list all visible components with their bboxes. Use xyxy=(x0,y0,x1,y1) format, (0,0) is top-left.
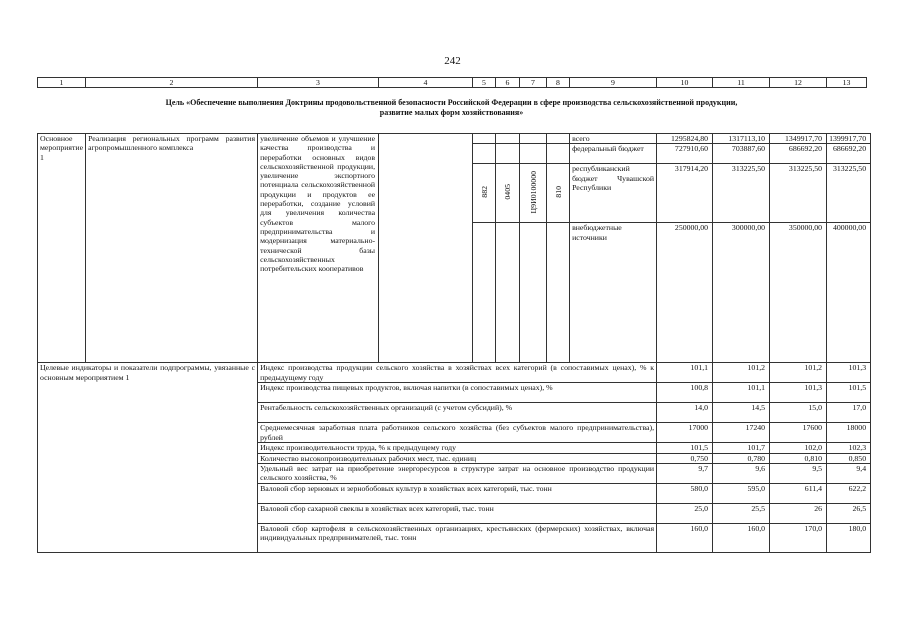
header-col-5: 5 xyxy=(473,78,496,88)
header-col-8: 8 xyxy=(547,78,570,88)
funding-value: 686692,20 xyxy=(827,144,871,164)
goal-line-1: Цель «Обеспечение выполнения Доктрины продовольственной безопасности Российской Федерации в сфере производства сельскохозяйственной продукции, xyxy=(165,98,738,107)
indicator-value: 101,3 xyxy=(770,383,827,403)
code-rzpr-top xyxy=(496,134,520,144)
indicator-value: 101,2 xyxy=(770,363,827,383)
indicator-name: Индекс производства продукции сельского хозяйства в хозяйствах всех категорий (в сопоставимых ценах), % к предыдущему году xyxy=(258,363,657,383)
code-csr-fed xyxy=(520,144,547,164)
header-col-10: 10 xyxy=(657,78,713,88)
funding-source: республиканский бюджет Чувашской Республики xyxy=(570,164,657,223)
indicator-name: Рентабельность сельскохозяйственных организаций (с учетом субсидий), % xyxy=(258,403,657,423)
indicator-value: 100,8 xyxy=(657,383,713,403)
event-type: Основное мероприятие 1 xyxy=(38,134,86,363)
indicator-value: 9,7 xyxy=(657,463,713,483)
indicator-value: 102,3 xyxy=(827,443,871,453)
code-rzpr xyxy=(496,164,520,223)
indicator-value: 160,0 xyxy=(657,523,713,552)
header-col-12: 12 xyxy=(770,78,827,88)
code-grbs-top xyxy=(473,134,496,144)
code-grbs-fed xyxy=(473,144,496,164)
code-csr xyxy=(520,164,547,223)
funding-value: 1349917,70 xyxy=(770,134,827,144)
header-col-2: 2 xyxy=(86,78,258,88)
indicator-value: 101,1 xyxy=(713,383,770,403)
code-csr-text: Ц9И0100000 xyxy=(528,170,538,214)
column-number-header xyxy=(37,77,867,88)
indicator-value: 180,0 xyxy=(827,523,871,552)
funding-value: 313225,50 xyxy=(713,164,770,223)
code-rzpr-fed xyxy=(496,144,520,164)
header-row xyxy=(38,78,867,88)
indicator-value: 595,0 xyxy=(713,483,770,503)
funding-value: 727910,60 xyxy=(657,144,713,164)
indicators-label: Целевые индикаторы и показатели подпрограммы, увязанные с основным мероприятием 1 xyxy=(38,363,258,553)
indicator-value: 25,5 xyxy=(713,503,770,523)
indicator-value: 101,7 xyxy=(713,443,770,453)
funding-value: 703887,60 xyxy=(713,144,770,164)
header-col-11: 11 xyxy=(713,78,770,88)
funding-source: федеральный бюджет xyxy=(570,144,657,164)
funding-value: 317914,20 xyxy=(657,164,713,223)
indicator-value: 0,810 xyxy=(770,453,827,463)
header-col-9: 9 xyxy=(570,78,657,88)
indicator-name: Валовой сбор зерновых и зернобобовых культур в хозяйствах всех категорий, тыс. тонн xyxy=(258,483,657,503)
goal-title xyxy=(37,98,866,118)
indicator-value: 17600 xyxy=(770,423,827,443)
indicator-row xyxy=(38,363,871,383)
indicator-value: 18000 xyxy=(827,423,871,443)
indicator-value: 9,5 xyxy=(770,463,827,483)
indicator-value: 170,0 xyxy=(770,523,827,552)
indicator-value: 17240 xyxy=(713,423,770,443)
code-grbs xyxy=(473,164,496,223)
code-rzpr-text: 0405 xyxy=(503,184,513,200)
indicator-name: Индекс производительности труда, % к предыдущему году xyxy=(258,443,657,453)
indicator-value: 101,1 xyxy=(657,363,713,383)
indicator-name: Валовой сбор картофеля в сельскохозяйственных организациях, крестьянских (фермерских) хозяйствах, включая индивидуальных предпринимателей, тыс. тонн xyxy=(258,523,657,552)
indicator-value: 15,0 xyxy=(770,403,827,423)
funding-value: 300000,00 xyxy=(713,223,770,363)
funding-value: 1399917,70 xyxy=(827,134,871,144)
funding-value: 313225,50 xyxy=(827,164,871,223)
funding-value: 313225,50 xyxy=(770,164,827,223)
indicator-value: 0,850 xyxy=(827,453,871,463)
funding-value: 1295824,80 xyxy=(657,134,713,144)
code-csr-top xyxy=(520,134,547,144)
code-grbs-text: 882 xyxy=(479,186,489,198)
event-name: Реализация региональных программ развития агропромышленного комплекса xyxy=(86,134,258,363)
indicator-name: Количество высокопроизводительных рабочих мест, тыс. единиц xyxy=(258,453,657,463)
indicator-value: 101,5 xyxy=(827,383,871,403)
header-col-6: 6 xyxy=(496,78,520,88)
indicator-value: 17,0 xyxy=(827,403,871,423)
funding-value: 686692,20 xyxy=(770,144,827,164)
indicator-value: 26 xyxy=(770,503,827,523)
indicator-value: 9,4 xyxy=(827,463,871,483)
indicator-value: 14,0 xyxy=(657,403,713,423)
header-col-7: 7 xyxy=(520,78,547,88)
indicator-value: 9,6 xyxy=(713,463,770,483)
code-vr-fed xyxy=(547,144,570,164)
page-number: 242 xyxy=(444,55,461,67)
indicator-name: Удельный вес затрат на приобретение энергоресурсов в структуре затрат на основное производство продукции сельского хозяйства, % xyxy=(258,463,657,483)
code-vr-text: 810 xyxy=(553,186,563,198)
indicator-value: 160,0 xyxy=(713,523,770,552)
code-vr xyxy=(547,164,570,223)
indicator-value: 101,5 xyxy=(657,443,713,453)
funding-value: 250000,00 xyxy=(657,223,713,363)
program-table xyxy=(37,133,871,553)
indicator-value: 17000 xyxy=(657,423,713,443)
code-csr-bottom xyxy=(520,223,547,363)
indicator-value: 101,2 xyxy=(713,363,770,383)
funding-value: 1317113,10 xyxy=(713,134,770,144)
indicator-value: 25,0 xyxy=(657,503,713,523)
funding-source: внебюджетные источники xyxy=(570,223,657,363)
funding-value: 350000,00 xyxy=(770,223,827,363)
code-vr-top xyxy=(547,134,570,144)
code-vr-bottom xyxy=(547,223,570,363)
code-grbs-bottom xyxy=(473,223,496,363)
header-col-4: 4 xyxy=(379,78,473,88)
indicator-name: Валовой сбор сахарной свеклы в хозяйствах всех категорий, тыс. тонн xyxy=(258,503,657,523)
goal-line-2: развитие малых форм хозяйствования» xyxy=(379,108,524,117)
header-col-13: 13 xyxy=(827,78,867,88)
indicator-value: 14,5 xyxy=(713,403,770,423)
indicator-value: 580,0 xyxy=(657,483,713,503)
code-rzpr-bottom xyxy=(496,223,520,363)
indicator-value: 622,2 xyxy=(827,483,871,503)
indicator-value: 611,4 xyxy=(770,483,827,503)
header-col-1: 1 xyxy=(38,78,86,88)
indicator-name: Индекс производства пищевых продуктов, включая напитки (в сопоставимых ценах), % xyxy=(258,383,657,403)
indicator-value: 101,3 xyxy=(827,363,871,383)
event-col-4 xyxy=(379,134,473,363)
event-expected-result: увеличение объемов и улучшение качества производства и переработки основных видов сельскохозяйственной продукции, увеличение экспортного потенциала сельскохозяйственной продукции и продуктов ее переработки, создание условий для увеличения количества субъектов малого предпринимательства и модернизация материально-технической базы сельскохозяйственных потребительских кооперативов xyxy=(258,134,379,363)
funding-source: всего xyxy=(570,134,657,144)
indicator-name: Среднемесячная заработная плата работников сельского хозяйства (без субъектов малого предпринимательства), рублей xyxy=(258,423,657,443)
indicator-value: 0,750 xyxy=(657,453,713,463)
indicator-value: 26,5 xyxy=(827,503,871,523)
header-col-3: 3 xyxy=(258,78,379,88)
funding-value: 400000,00 xyxy=(827,223,871,363)
indicator-value: 0,780 xyxy=(713,453,770,463)
funding-row-total xyxy=(38,134,871,144)
indicator-value: 102,0 xyxy=(770,443,827,453)
